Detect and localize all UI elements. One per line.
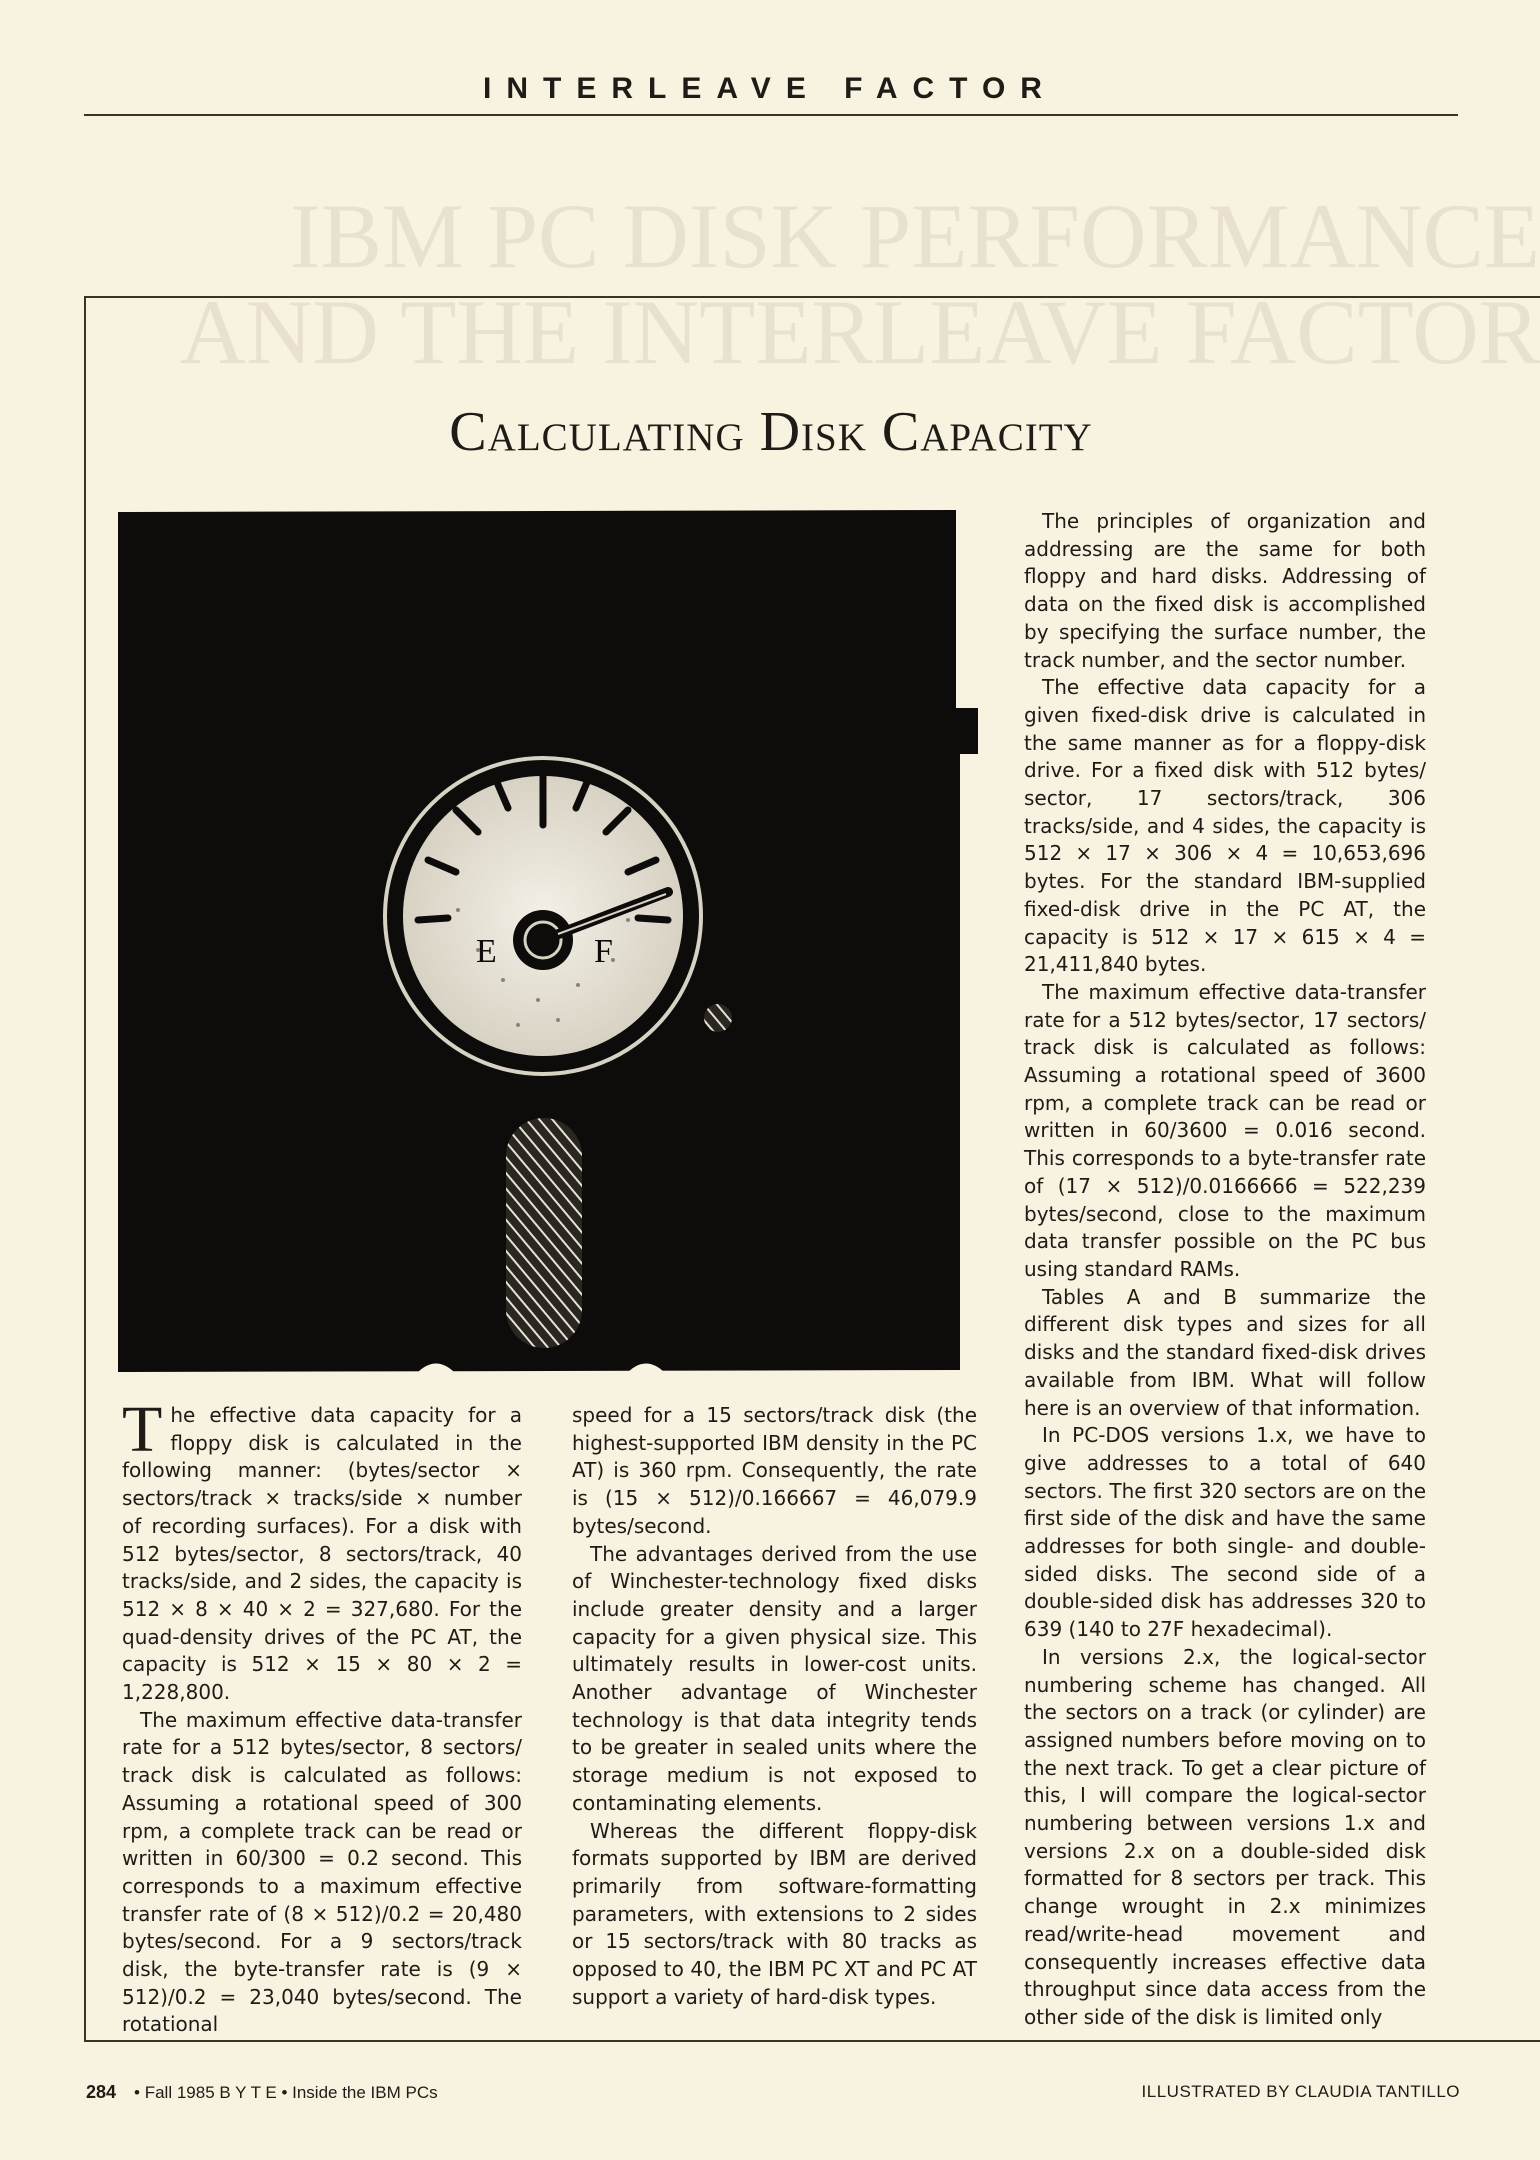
- read-write-slot: [506, 1118, 582, 1348]
- paragraph: In PC-DOS versions 1.x, we have to give addresses to a total of 640 sectors. The first 320 sectors are on the first side of the disk and have the same addresses for both single- and double-sided disks. The second side of a double-sided disk has addresses 320 to 639 (140 to 27F hexadecimal).: [1024, 1423, 1426, 1642]
- show-through-title-line-2: AND THE INTERLEAVE FACTOR: [179, 281, 1540, 383]
- text-column-2: [572, 1402, 977, 2011]
- floppy-disk-fuel-gauge-illustration: [118, 510, 978, 1372]
- page-footer: [86, 2082, 438, 2103]
- paragraph: Tables A and B summarize the different disk types and sizes for all disks and the standard fixed-disk drives available from IBM. What will follow here is an overview of that information.: [1024, 1284, 1426, 1420]
- header-rule: [84, 114, 1458, 116]
- running-head: INTERLEAVE FACTOR: [483, 72, 1057, 105]
- paragraph: The effective data capacity for a given fixed-disk drive is calculated in the same manner as for a floppy-disk drive. For a fixed disk with 512 bytes/ sector, 17 sectors/track, 306 tracks/side, and 4 sides, the capacity is 512 × 17 × 306 × 4 = 10,653,696 bytes. For the standard IBM-supplied fixed-disk drive in the PC AT, the capacity is 512 × 17 × 615 × 4 = 21,411,840 bytes.: [1024, 675, 1426, 977]
- paragraph: The advantages derived from the use of Winchester-technology fixed disks include greater density and a larger capacity for a given physical size. This ultimately results in lower-cost units. Another advantage of Winchester technology is that data integrity tends to be greater in sealed units where the storage medium is not exposed to contaminating elements.: [572, 1541, 977, 1815]
- paragraph: The principles of organization and addressing are the same for both floppy and hard disks. Addressing of data on the fixed disk is accomplished by specifying the surface number, the track number, and the sector number.: [1024, 509, 1426, 672]
- page-number: 284: [86, 2082, 117, 2102]
- paragraph: Whereas the different floppy-disk formats supported by IBM are derived primarily from software-formatting parameters, with extensions to 2 sides or 15 sectors/track with 80 tracks as opposed to 40, the IBM PC XT and PC AT support a variety of hard-disk types.: [572, 1818, 977, 2009]
- paragraph: The maximum effective data-transfer rate for a 512 bytes/sector, 8 sectors/ track disk is calculated as follows: Assuming a rotational speed of 300 rpm, a complete track can be read or written in 60/300 = 0.2 second. This corresponds to a maximum effective transfer rate of (8 × 512)/0.2 = 20,480 bytes/second. For a 9 sectors/track disk, the byte-transfer rate is (9 × 512)/0.2 = 23,040 bytes/second. The rotational: [122, 1707, 522, 2037]
- text-column-3: [1024, 508, 1426, 2032]
- gauge-full-label: F: [594, 933, 613, 970]
- drop-cap: T: [122, 1393, 163, 1466]
- index-hole: [704, 1004, 732, 1032]
- paragraph: In versions 2.x, the logical-sector numbering scheme has changed. All the sectors on a track (or cylinder) are assigned numbers before moving on to the next track. To get a clear picture of this, I will compare the logical-sector numbering between versions 1.x and versions 2.x on a double-sided disk formatted for 8 sectors per track. This change wrought in 2.x minimizes read/write-head movement and consequently increases effective data throughput since data access from the other side of the disk is limited only: [1024, 1644, 1426, 2029]
- paragraph-text: he effective data capacity for a floppy disk is calculated in the following manner: (bytes/sector × sectors/track × tracks/side × number of recording surfaces). For a disk with 512 bytes/sector, 8 sectors/track, 40 tracks/side, and 2 sides, the capacity is 512 × 8 × 40 × 2 = 327,680. For the quad-density drives of the PC AT, the capacity is 512 × 15 × 80 × 2 = 1,228,800.: [122, 1403, 522, 1705]
- paragraph: The maximum effective data-transfer rate for a 512 bytes/sector, 17 sectors/ track disk is calculated as follows: Assuming a rotational speed of 3600 rpm, a complete track can be read or written in 60/3600 = 0.016 second. This corresponds to a byte-transfer rate of (17 × 512)/0.0166666 = 522,239 bytes/second, close to the maximum data transfer possible on the PC bus using standard RAMs.: [1024, 979, 1426, 1281]
- paragraph: speed for a 15 sectors/track disk (the highest-supported IBM density in the PC AT) is 360 rpm. Consequently, the rate is (15 × 512)/0.166667 = 46,079.9 bytes/second.: [572, 1403, 977, 1538]
- text-column-1: [122, 1393, 522, 2039]
- paragraph: [122, 1393, 522, 1707]
- gauge-empty-label: E: [476, 933, 497, 970]
- sidebar-title: Calculating Disk Capacity: [449, 401, 1093, 463]
- issue-line: • Fall 1985 B Y T E • Inside the IBM PCs: [134, 2083, 438, 2102]
- show-through-title-line-1: IBM PC DISK PERFORMANCE: [290, 185, 1540, 287]
- illustration-credit: ILLUSTRATED BY CLAUDIA TANTILLO: [1141, 2082, 1460, 2101]
